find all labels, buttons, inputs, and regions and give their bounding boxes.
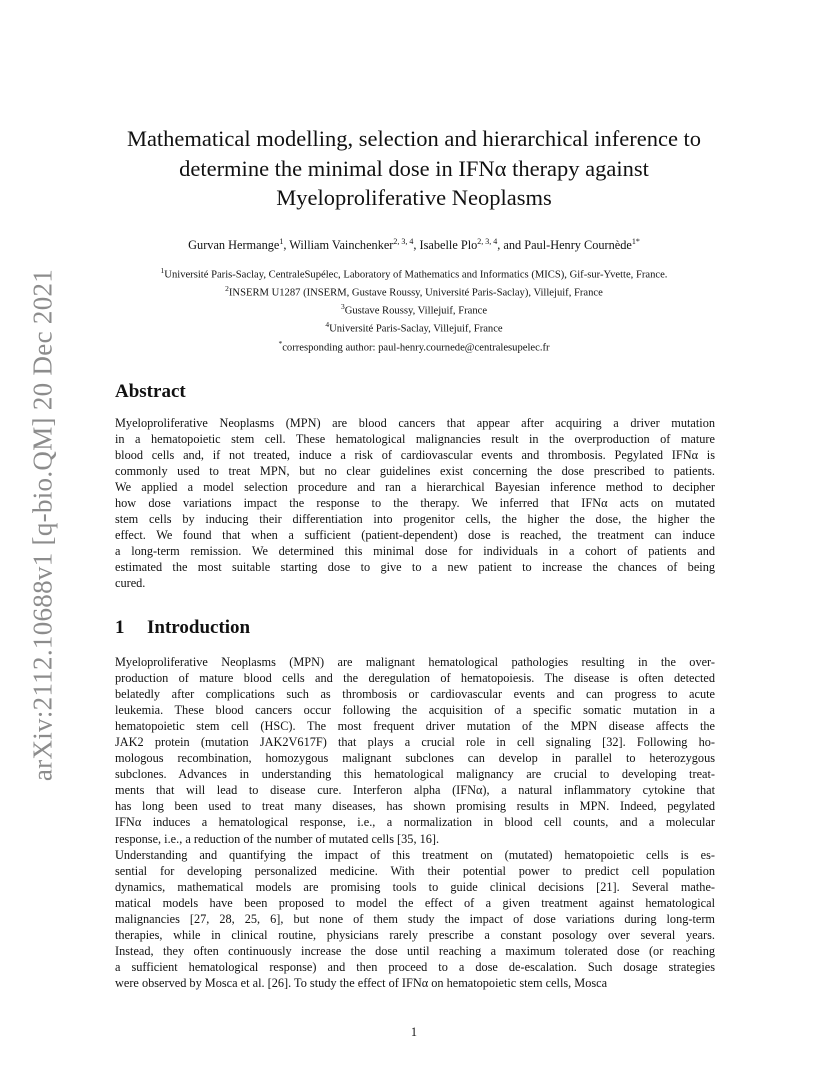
text-line: has long been used to treat many diseases, has shown promising results in MPN. Indeed, pegylated	[115, 799, 715, 814]
author-affil-mark: 2, 3, 4	[393, 237, 414, 246]
affiliation-list	[80, 264, 748, 355]
text-line: hematopoietic stem cell (HSC). The most frequent driver mutation of the MPN disease affects the	[115, 719, 715, 734]
arxiv-identifier-stamp: arXiv:2112.10688v1 [q-bio.QM] 20 Dec 2021	[27, 268, 58, 782]
text-line: cured.	[115, 576, 146, 591]
text-line: how dose variations impact the response to the therapy. We inferred that IFNα acts on mutated	[115, 496, 715, 511]
text-line: therapies, while in clinical routine, physicians rarely prescribe a constant posology over several years.	[115, 928, 715, 943]
text-line: in a hematopoietic stem cell. These hematological malignancies result in the overproduction of mature	[115, 432, 715, 447]
author-separator: ,	[283, 238, 290, 253]
affiliation-mark: 2	[225, 284, 229, 294]
affiliation-text: Gustave Roussy, Villejuif, France	[344, 305, 488, 317]
affiliation-line	[80, 264, 748, 282]
text-line: matical models have been proposed to model the effect of a given treatment against hematological	[115, 896, 715, 911]
abstract-heading: Abstract	[115, 381, 186, 402]
section-title: Introduction	[147, 617, 251, 638]
text-line: malignancies [27, 28, 25, 6], but none of them study the impact of dose variations during long-term	[115, 912, 715, 927]
text-line: subclones. Advances in understanding this hematological malignancy are crucial to developing treat-	[115, 767, 715, 782]
text-line: leukemia. These blood cancers occur following the acquisition of a specific somatic mutation in a	[115, 703, 715, 718]
affiliation-mark: 3	[340, 302, 345, 312]
author-name: Gurvan Hermange	[188, 238, 280, 253]
affiliation-mark: 1	[160, 266, 165, 275]
author-name: Isabelle Plo	[419, 238, 478, 253]
affiliation-line	[80, 337, 748, 355]
text-line: belatedly after complications such as thrombosis or cardiovascular events and can progress to acute	[115, 687, 715, 702]
affiliation-mark: *	[278, 338, 283, 348]
text-line: estimated the most suitable starting dose to give to a new patient to increase the chances of being	[115, 560, 715, 575]
text-line: effect. We found that when a sufficient (patient-dependent) dose is reached, the treatment can induce	[115, 528, 715, 543]
author-name: Paul-Henry Cournède	[524, 238, 632, 253]
paper-title	[100, 124, 728, 213]
text-line: JAK2 protein (mutation JAK2V617F) that plays a crucial role in cell signaling [32]. Following ho-	[115, 735, 715, 750]
affiliation-text: Université Paris-Saclay, Villejuif, France	[329, 323, 503, 335]
text-line: were observed by Mosca et al. [26]. To study the effect of IFNα on hematopoietic stem cells, Mosca	[115, 976, 608, 991]
affiliation-text: corresponding author: paul-henry.cournede@centralesupelec.fr	[282, 342, 550, 354]
author-affil-mark: 2, 3, 4	[477, 237, 498, 246]
page-number: 1	[410, 1025, 418, 1039]
author-name: William Vainchenker	[289, 238, 394, 253]
text-line: commonly used to treat MPN, but no clear guidelines exist concerning the dose prescribed to patients.	[115, 464, 715, 479]
title-line: Mathematical modelling, selection and hierarchical inference to	[126, 126, 702, 151]
text-line: IFNα induces a hematological response, i.e., a normalization in blood cell counts, and a molecular	[115, 815, 715, 830]
text-line: Myeloproliferative Neoplasms (MPN) are blood cancers that appear after acquiring a driver mutation	[115, 416, 715, 430]
author-affil-mark: 1	[279, 237, 284, 246]
affiliation-mark: 4	[325, 320, 330, 330]
abstract-body	[115, 415, 715, 592]
text-line: blood cells and, if not treated, induce a risk of cardiovascular events and thrombosis. Pegylated IFNα is	[115, 448, 715, 463]
affiliation-text: Université Paris-Saclay, CentraleSupélec, Laboratory of Mathematics and Informatics (MICS), Gif-sur-Yvette, France.	[164, 269, 668, 281]
text-line: We applied a model selection procedure and ran a hierarchical Bayesian inference method to decipher	[115, 480, 715, 495]
affiliation-line	[80, 282, 748, 300]
introduction-paragraph-2	[115, 847, 715, 991]
section-number: 1	[115, 617, 125, 638]
text-line: mologous recombination, homozygous malignant subclones can develop in parallel to heterozygous	[115, 751, 715, 766]
text-line: Myeloproliferative Neoplasms (MPN) are malignant hematological pathologies resulting in the over-	[115, 655, 715, 669]
text-line: Understanding and quantifying the impact of this treatment on (mutated) hematopoietic cells is es-	[115, 848, 715, 862]
introduction-heading	[115, 617, 250, 639]
text-line: Instead, they often continuously increase the dose until reaching a maximum tolerated dose (or reaching	[115, 944, 715, 959]
author-list	[80, 237, 748, 253]
author-separator: ,	[413, 238, 420, 253]
text-line: sential for developing personalized medicine. With their potential power to predict cell population	[115, 864, 715, 879]
text-line: stem cells by inducing their differentiation into progenitor cells, the higher the dose, the higher the	[115, 512, 715, 527]
author-affil-mark: 1*	[631, 237, 640, 246]
text-line: production of mature blood cells and the deregulation of hematopoiesis. The disease is often detected	[115, 671, 715, 686]
text-line: response, i.e., a reduction of the number of mutated cells [35, 16].	[115, 831, 440, 846]
text-line: dynamics, mathematical models are promising tools to guide clinical decisions [21]. Several mathe-	[115, 880, 715, 895]
title-line: Myeloproliferative Neoplasms	[276, 185, 552, 210]
affiliation-text: INSERM U1287 (INSERM, Gustave Roussy, Université Paris-Saclay), Villejuif, France	[228, 287, 603, 299]
title-line: determine the minimal dose in IFNα therapy against	[179, 155, 649, 181]
text-line: ments that will lead to disease cure. Interferon alpha (IFNα), a natural inflammatory cytokine that	[115, 783, 715, 798]
author-separator: , and	[497, 238, 525, 253]
affiliation-line	[80, 300, 748, 318]
text-line: a sufficient hematological response) and then proceed to a dose de-escalation. Such dosage strategies	[115, 960, 715, 975]
affiliation-line	[80, 318, 748, 336]
text-line: a long-term remission. We determined this minimal dose for individuals in a cohort of patients and	[115, 544, 715, 559]
introduction-paragraph-1	[115, 654, 715, 847]
